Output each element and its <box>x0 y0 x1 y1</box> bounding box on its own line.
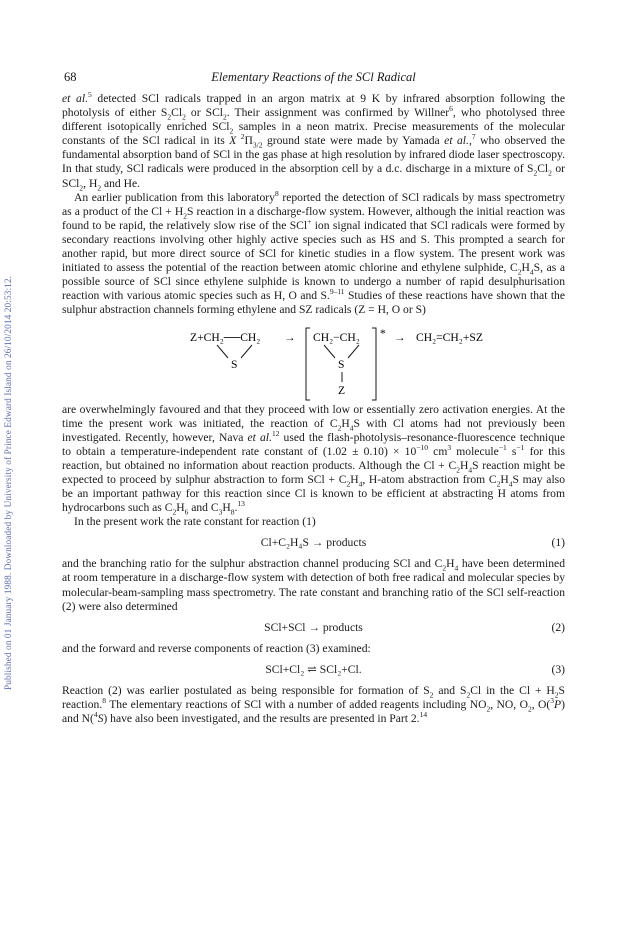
equation-1-text: Cl+C₂H₄S → products <box>260 536 367 550</box>
download-watermark <box>4 120 18 690</box>
equation-1 <box>62 529 565 557</box>
scheme-products: CH₂=CH₂+SZ <box>416 330 483 344</box>
scheme-ring-sulfur: S <box>231 357 238 371</box>
article-body <box>62 92 565 726</box>
paragraph-1: et al.$^5$ detected SCl radicals trapped in an argon matrix at 9 K by infrared absorption following the photolysis of either $S_2Cl_2$ or SCl$_2$. Their assignment was confirmed by Willner$^6$, who photolysed three different isotopically enriched SCl$_2$ samples in a neon matrix. Precise measurements of the molecular constants of the SCl radical in its X $^2\Pi_{3/2}$ ground state were made by Yamada et al.,$^7$ who observed the fundamental absorption band of SCl in the gas phase at high resolution by infrared diode laser spectroscopy. In that study, SCl radicals were produced in the absorption cell by a d.c. discharge in a mixture of $S_2Cl_2$ or SCl$_2$, $H_2$ and He. <box>62 90 566 192</box>
equation-3-number: (3) <box>551 662 565 676</box>
reaction-scheme-graphic <box>62 318 565 403</box>
scheme-bond-right <box>241 345 252 358</box>
equation-2-text: SCl+SCl → products <box>264 620 363 634</box>
equation-2 <box>62 614 565 642</box>
scheme-intermediate: CH₂−CH₂ <box>313 330 360 344</box>
equation-3-text: SCl+Cl₂ ⇌ SCl₂+Cl. <box>265 662 362 676</box>
scheme-bracket-right <box>372 328 376 400</box>
page-header <box>62 70 565 86</box>
scheme-int-bond-left <box>324 345 335 358</box>
equation-2-number: (2) <box>551 620 565 634</box>
scheme-bracket-left <box>306 328 310 400</box>
paragraph-7: Reaction (2) was earlier postulated as being responsible for formation of $S_2$ and $S_2Cl$ in the $Cl + H_2S$ reaction.$^8$ The elementary reactions of SCl with a number of added reagents including $NO_2$, NO, $O_2$, O($^3$P) and N($^4$S) have also been investigated, and the results are presented in Part 2.14 <box>62 683 566 725</box>
scheme-int-z: Z <box>338 383 346 397</box>
scheme-arrow-2: → <box>394 330 406 344</box>
scheme-arrow-1: → <box>284 330 296 344</box>
paragraph-4: In the present work the rate constant for reaction (1) <box>74 515 316 529</box>
page-number: 68 <box>64 70 77 84</box>
scheme-bond-left <box>217 345 228 358</box>
paragraph-2: An earlier publication from this laboratory$^8$ reported the detection of SCl radicals by mass spectrometry as a product of the $Cl + H_2S$ reaction in a discharge-flow system. However, although the initial reaction was found to be rapid, the relatively slow rise of the SCl+ ion signal indicated that SCl radicals were formed by secondary reactions involving other highly active species such as HS and S. This prompted a search for another rapid, but more direct source of SCl for kinetic studies in a flow system. The present work was initiated to assess the potential of the reaction between atomic chlorine and ethylene sulphide, $C_2H_4S$, as a possible source of SCl since ethylene sulphide is known to undergo a number of rapid desulphurisation reaction with various atomic species such as H, O and S.$^{9-11}$ Studies of these reactions have shown that the sulphur abstraction channels forming ethylene and SZ radicals (Z = H, O or S) <box>62 188 565 317</box>
equation-3 <box>62 656 565 684</box>
scheme-star: * <box>380 326 386 340</box>
running-title: Elementary Reactions of the SCl Radical <box>211 70 416 84</box>
download-watermark-text: Published on 01 January 1988. Downloaded by University of Prince Edward Island on 26/10/2014 20:53:12. <box>4 275 14 690</box>
paragraph-3: are overwhelmingly favoured and that they proceed with low or essentially zero activation energies. At the time the present work was initiated, the reaction of $C_2H_4S$ with Cl atoms had not previously been investigated. Recently, however, Nava et al.$^{12}$ used the flash-photolysis–resonance-fluorescence technique to obtain a temperature-independent rate constant of $(1.02 \pm 0.10) \times 10^{-10}$ $cm^3$ molecule$^{-1}$ $s^{-1}$ for this reaction, but obtained no information about reaction products. Although the $Cl + C_2H_4S$ reaction might be expected to proceed by sulphur abstraction to form SCl + $C_2H_4$, H-atom abstraction from $C_2H_4S$ may also be an important pathway for this reaction since Cl is known to be efficient at abstracting H atoms from hydrocarbons such as $C_2H_6$ and $C_3H_8.^{13}$ <box>62 402 566 517</box>
paragraph-5: and the branching ratio for the sulphur abstraction channel producing SCl and $C_2H_4$ have been determined at room temperature in a discharge-flow system with detection of both free radical and molecular species by molecular-beam-sampling mass spectrometry. The rate constant and branching ratio of the SCl self-reaction (2) were also determined <box>62 557 565 613</box>
scheme-reactants: Z+CH₂──CH₂ <box>190 330 261 344</box>
scheme-int-sulfur: S <box>338 357 345 371</box>
equation-1-number: (1) <box>551 536 565 550</box>
reaction-scheme <box>62 318 565 403</box>
paragraph-6: and the forward and reverse components of reaction (3) examined: <box>62 641 371 655</box>
scheme-int-bond-right <box>348 345 359 358</box>
